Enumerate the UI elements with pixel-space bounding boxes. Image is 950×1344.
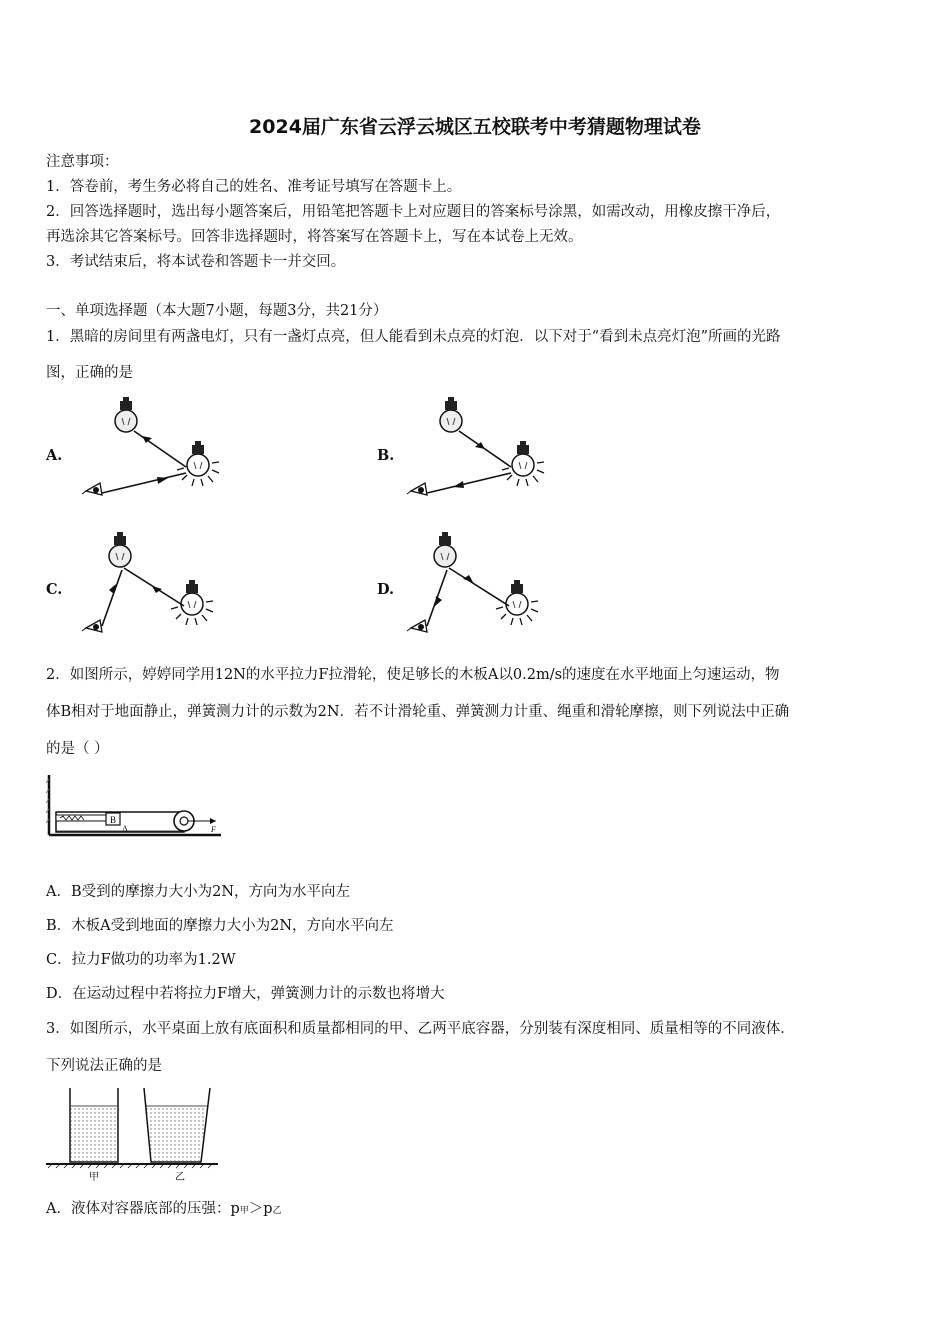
q3-option-a-prefix: A．液体对容器底部的压强：p [46, 1201, 240, 1217]
q3-option-a-mid: ＞p [248, 1201, 273, 1217]
q2-option-c: C．拉力F做功的功率为1.2W [46, 952, 236, 968]
q1-diagram-b [405, 395, 555, 505]
q1-diagram-c [80, 532, 230, 642]
q3-option-a-sub-jia: 甲 [239, 1206, 249, 1216]
q1-diagram-d [405, 532, 555, 642]
label-jia: 甲 [89, 1172, 99, 1183]
q2-diagram [46, 775, 221, 840]
q3-option-a-sub-yi: 乙 [272, 1206, 282, 1216]
q2-option-d: D．在运动过程中若将拉力F增大，弹簧测力计的示数也将增大 [46, 986, 445, 1002]
lit-bulb-icon [502, 441, 544, 486]
unlit-bulb-icon [434, 532, 456, 567]
q3-line-1: 3．如图所示，水平桌面上放有底面积和质量都相同的甲、乙两平底容器，分别装有深度相同、质量相等的不同液体． [46, 1021, 795, 1037]
q1-option-b-label: B. [377, 447, 395, 464]
notice-item-3: 3．考试结束后，将本试卷和答题卡一并交回。 [46, 254, 346, 270]
notice-item-1: 1．答卷前，考生务必将自己的姓名、准考证号填写在答题卡上。 [46, 179, 462, 195]
q1-line-2: 图，正确的是 [46, 365, 133, 381]
q2-option-b: B．木板A受到地面的摩擦力大小为2N，方向水平向左 [46, 918, 394, 934]
q2-line-2: 体B相对于地面静止，弹簧测力计的示数为2N．若不计滑轮重、弹簧测力计重、绳重和滑轮摩擦，则下列说法中正确 [46, 704, 790, 720]
label-a: A [122, 824, 128, 833]
notice-heading: 注意事项： [46, 154, 119, 170]
label-f: F [211, 825, 216, 834]
q1-option-c-label: C. [46, 581, 63, 598]
eye-icon [407, 483, 427, 495]
q3-line-2: 下列说法正确的是 [46, 1058, 162, 1074]
q2-line-1: 2．如图所示，婷婷同学用12N的水平拉力F拉滑轮，使足够长的木板A以0.2m/s的速度在水平地面上匀速运动，物 [46, 667, 780, 683]
eye-icon [82, 483, 102, 495]
page-title: 2024届广东省云浮云城区五校联考中考猜题物理试卷 [249, 116, 701, 138]
notice-item-2: 2．回答选择题时，选出每小题答案后，用铅笔把答题卡上对应题目的答案标号涂黑，如需改动，用橡皮擦干净后， [46, 204, 781, 220]
q2-line-3: 的是（ ） [46, 741, 109, 757]
q3-diagram [46, 1088, 221, 1183]
label-yi: 乙 [175, 1172, 185, 1183]
unlit-bulb-icon [440, 397, 462, 432]
q1-option-d-label: D. [377, 581, 395, 598]
eye-icon [82, 620, 102, 632]
unlit-bulb-icon [109, 532, 131, 567]
notice-item-2-cont: 再选涂其它答案标号。回答非选择题时，将答案写在答题卡上，写在本试卷上无效。 [46, 229, 583, 245]
lit-bulb-icon [177, 441, 219, 486]
q3-option-a [46, 1199, 282, 1221]
q1-diagram-a [80, 395, 230, 505]
q1-line-1: 1．黑暗的房间里有两盏电灯，只有一盏灯点亮，但人能看到未点亮的灯泡．以下对于“看到未点亮灯泡”所画的光路 [46, 329, 781, 345]
label-b: B [109, 815, 117, 825]
eye-icon [407, 620, 427, 632]
unlit-bulb-icon [115, 397, 137, 432]
q2-option-a: A．B受到的摩擦力大小为2N，方向为水平向左 [46, 884, 351, 900]
section-heading: 一、单项选择题（本大题7小题，每题3分，共21分） [46, 303, 388, 319]
q1-option-a-label: A. [46, 447, 63, 464]
